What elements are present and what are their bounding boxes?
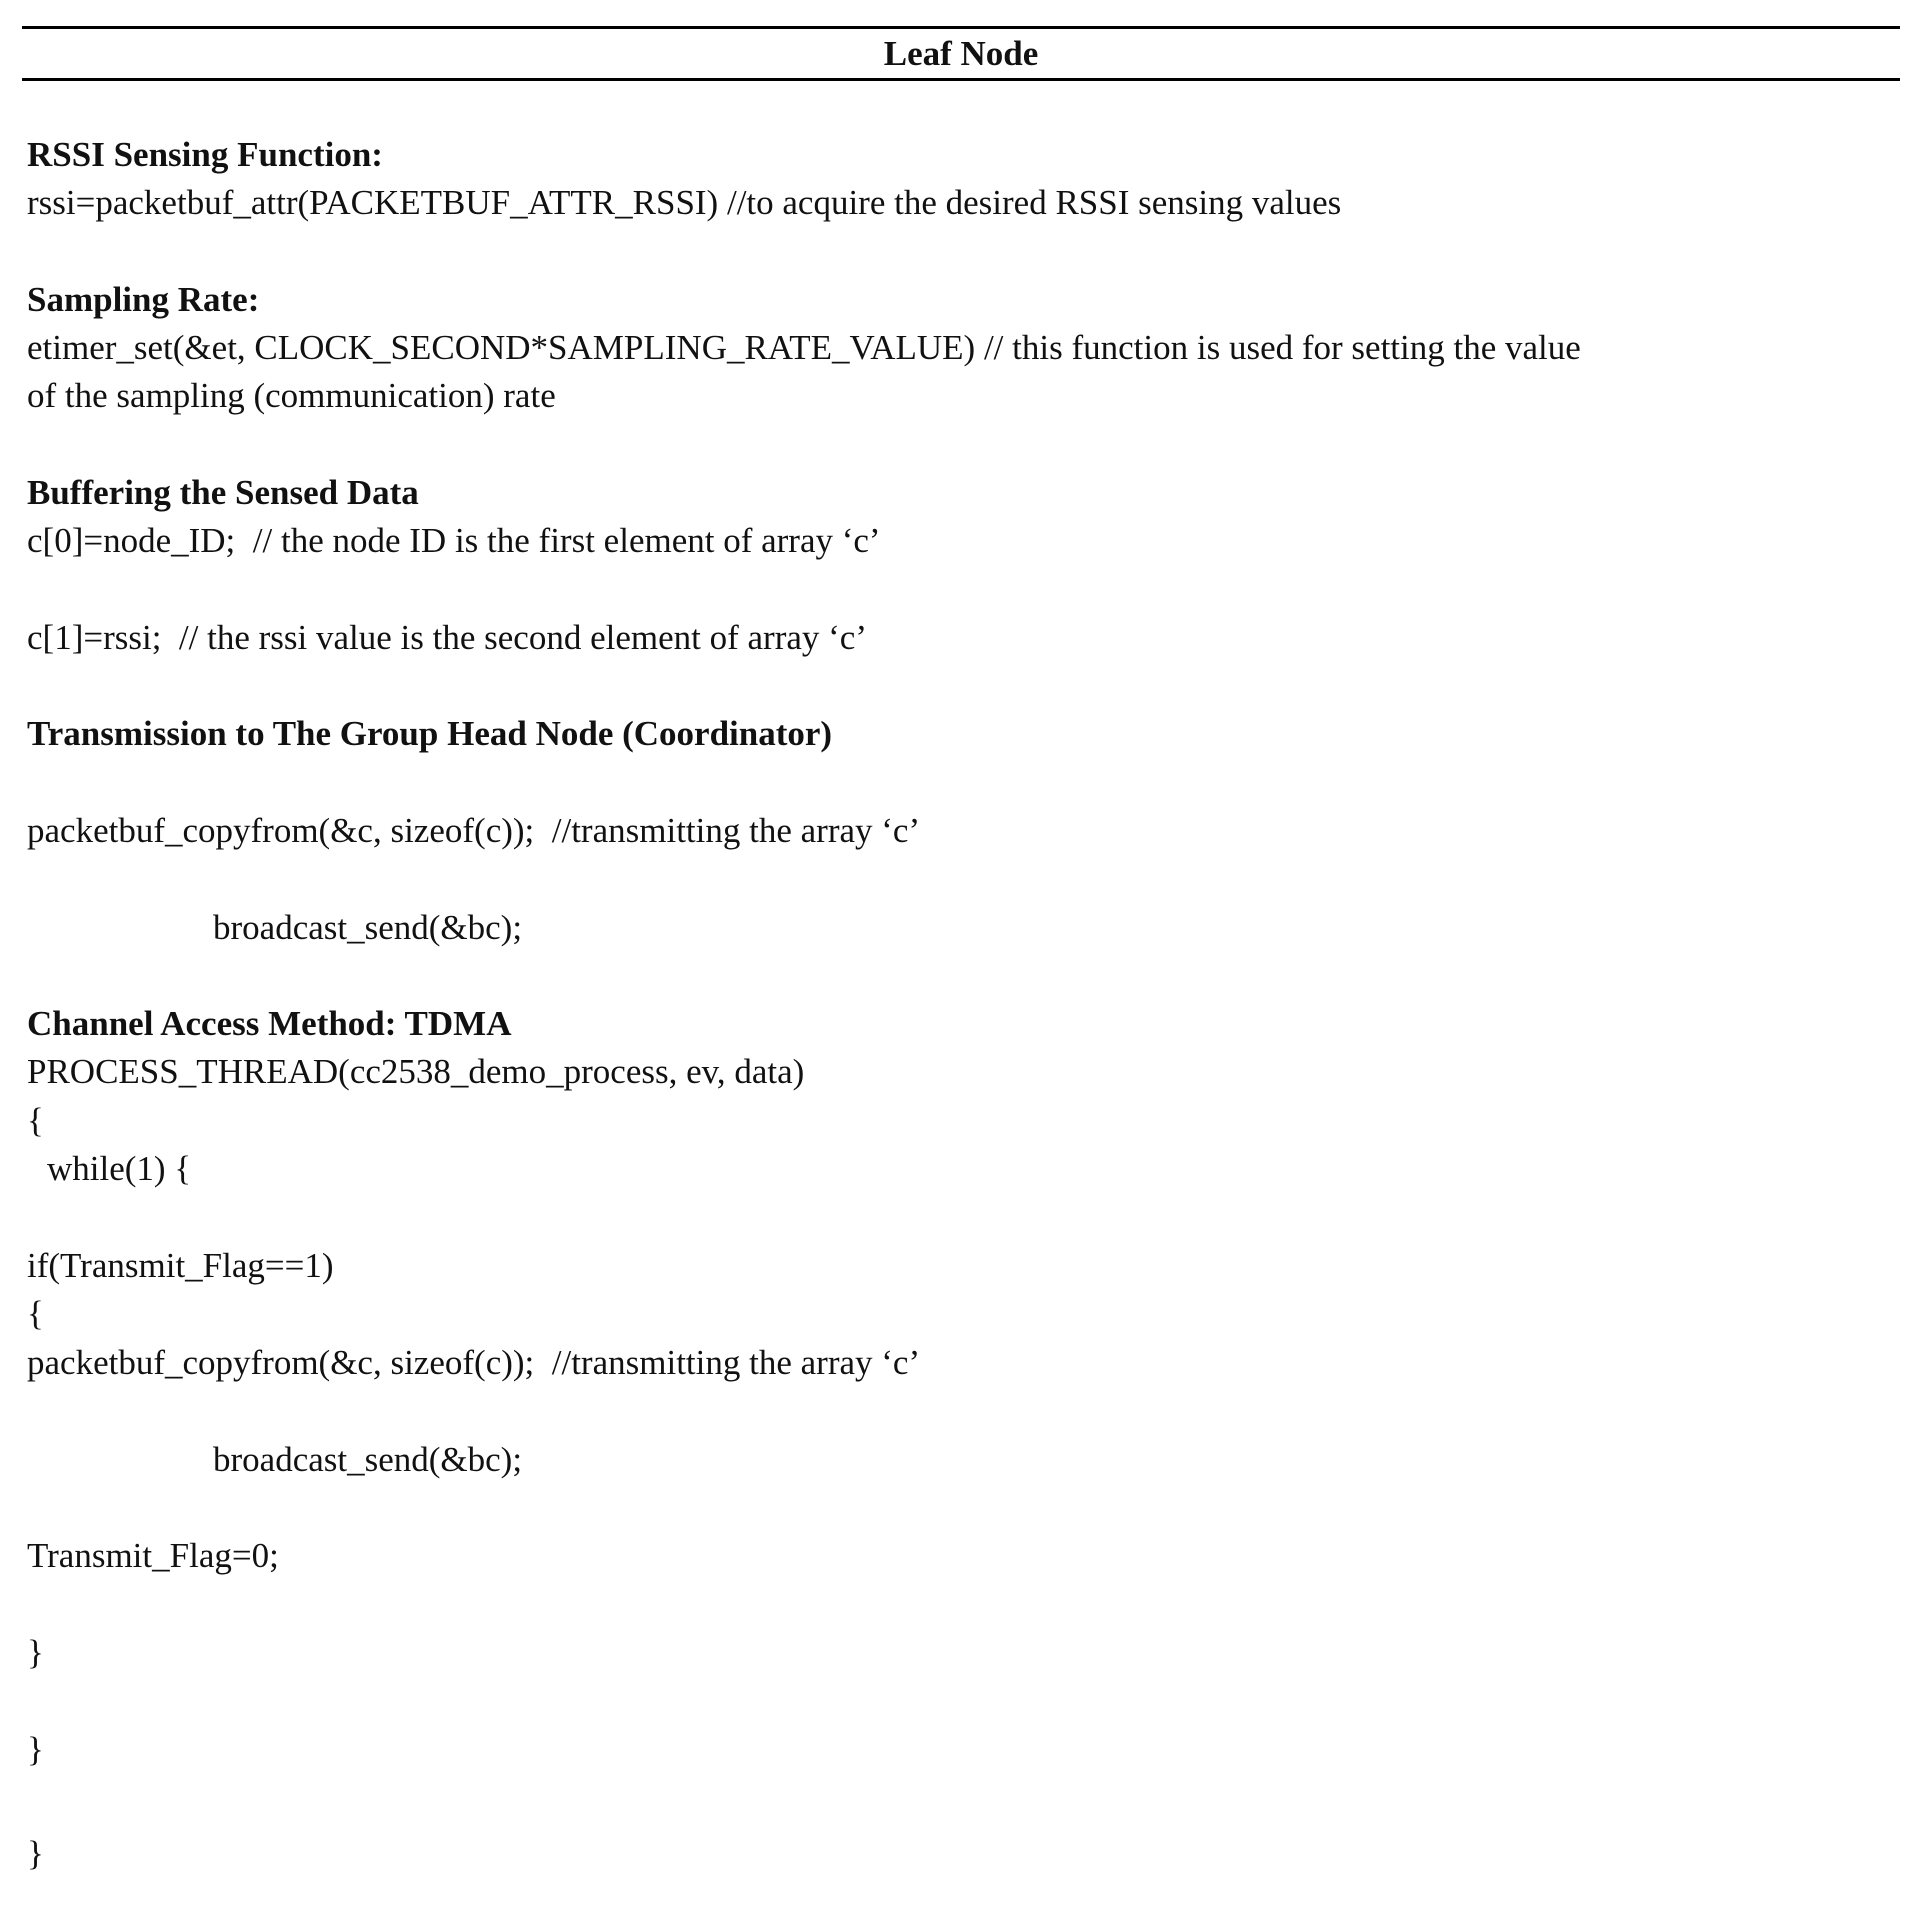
section-heading-rssi: RSSI Sensing Function: [27,135,383,174]
section-heading-sampling-rate: Sampling Rate: [27,280,260,319]
code-line-broadcast-send-tdma: broadcast_send(&bc); [213,1440,523,1479]
code-line-process-thread: PROCESS_THREAD(cc2538_demo_process, ev, data) [27,1052,805,1091]
code-line-c0: c[0]=node_ID; // the node ID is the first element of array ‘c’ [27,521,881,560]
code-line-packetbuf-copyfrom-tdma: packetbuf_copyfrom(&c, sizeof(c)); //transmitting the array ‘c’ [27,1343,921,1382]
section-heading-buffering: Buffering the Sensed Data [27,473,419,512]
code-line-if-transmit-flag: if(Transmit_Flag==1) [27,1246,334,1285]
section-heading-channel-access: Channel Access Method: TDMA [27,1004,512,1043]
code-line-etimer-set: etimer_set(&et, CLOCK_SECOND*SAMPLING_RATE_VALUE) // this function is used for setting the value [27,328,1581,367]
table-title: Leaf Node [883,34,1039,73]
code-line-while: while(1) { [47,1149,192,1188]
code-line-transmit-flag-reset: Transmit_Flag=0; [27,1536,279,1575]
code-line-close-brace-3: } [27,1834,44,1873]
code-line-close-brace-2: } [27,1730,44,1769]
code-line-open-brace-2: { [27,1294,44,1333]
code-line-broadcast-send: broadcast_send(&bc); [213,908,523,947]
code-line-close-brace-1: } [27,1633,44,1672]
code-line-open-brace-1: { [27,1101,44,1140]
section-heading-transmission: Transmission to The Group Head Node (Coordinator) [27,714,833,753]
code-line-packetbuf-copyfrom: packetbuf_copyfrom(&c, sizeof(c)); //transmitting the array ‘c’ [27,811,921,850]
table-top-rule [22,26,1900,29]
table-header-rule [22,78,1900,81]
code-line-rssi: rssi=packetbuf_attr(PACKETBUF_ATTR_RSSI) //to acquire the desired RSSI sensing values [27,183,1342,222]
code-line-c1: c[1]=rssi; // the rssi value is the second element of array ‘c’ [27,618,867,657]
code-line-etimer-continuation: of the sampling (communication) rate [27,376,556,415]
